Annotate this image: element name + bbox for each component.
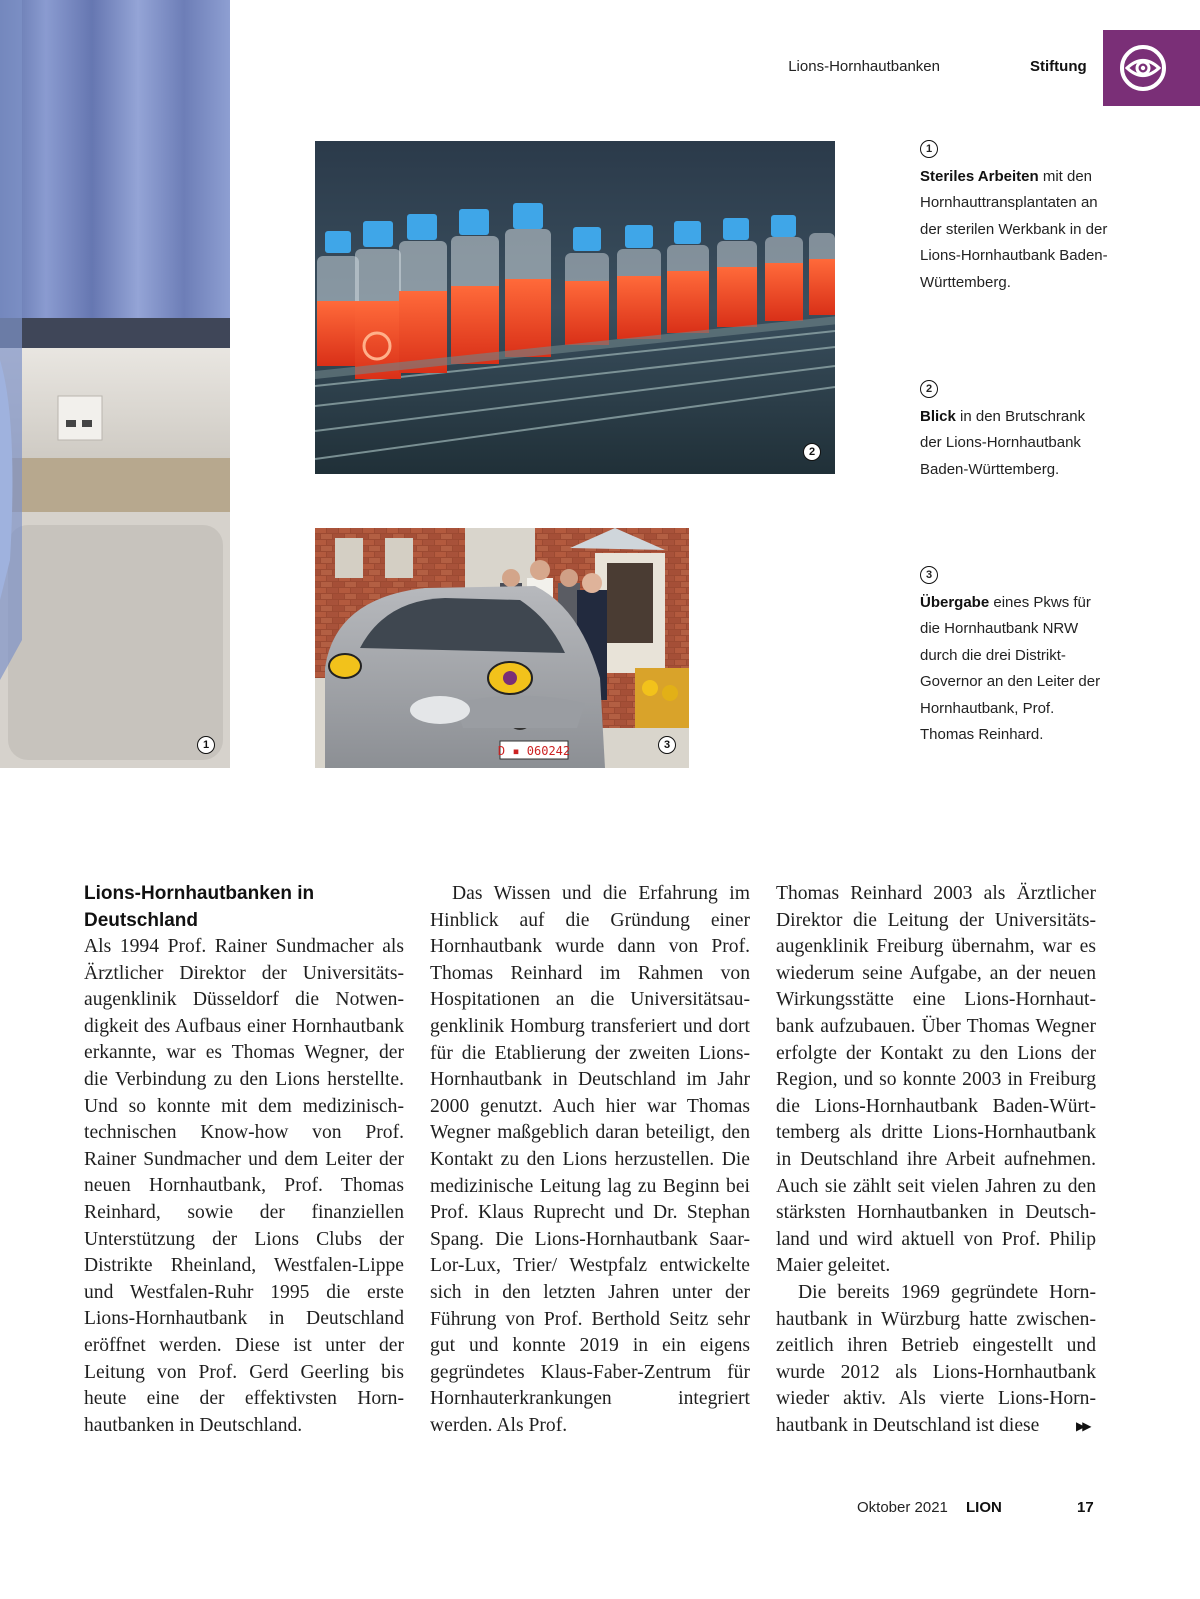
caption-1: [920, 137, 1110, 296]
caption-3: [920, 563, 1110, 749]
running-category-title: Stiftung: [1030, 58, 1087, 75]
photo-incubator-bottles: [315, 141, 835, 474]
caption-lead: Übergabe: [920, 593, 990, 611]
continue-arrow-icon: ▶▶: [1076, 1419, 1089, 1433]
paragraph: Die bereits 1969 gegründete Hornhautbank in Würzburg hatte zwischenzeitlich ihren Betrieb eingestellt und wurde 2012 als Lions-Hornhautbank wieder aktiv. Als vierte Lions-Hornhautbank in Deutschland ist diese: [776, 1281, 1096, 1436]
paragraph: Das Wissen und die Erfahrung im Hinblick auf die Gründung einer Hornhautbank wurde dann von Prof. Thomas Reinhard im Rahmen von Hospitationen an die Universitätsaugenklinik Homburg transferiert und dort für die Etablierung der zweiten Lions-Hornhautbank in Deutschland im Jahr 2000 genutzt. Auch hier war Thomas Wegner maßgeblich daran beteiligt, den Kontakt zu den Lions herzustellen. Die medizinische Leitung lag zu Beginn bei Prof. Klaus Ruprecht und Dr. Stephan Spang. Die Lions-Hornhautbank Saar-Lor-Lux, Trier/ Westpfalz entwickelte sich in den letzten Jahren unter der Führung von Prof. Berthold Seitz sehr gut und konnte 2019 in ein eigens gegründetes Klaus-Faber-Zentrum für Hornhauterkrankungen integriert werden. Als Prof.: [430, 883, 750, 1436]
paragraph: Als 1994 Prof. Rainer Sundmacher als Ärztlicher Direktor der Universitätsaugenklinik Düsseldorf die Notwendigkeit des Aufbaus einer Hornhautbank erkannte, war es Thomas Wegner, der die Verbindung zu den Lions herstellte. Und so konnte mit dem medizinisch-technischen Know-how von Prof. Rainer Sundmacher und dem Leiter der neuen Hornhautbank, Prof. Thomas Reinhard, sowie der finanziellen Unterstützung der Lions Clubs der Distrikte Rheinland, Westfalen-Lippe und Westfalen-Ruhr 1995 die erste Lions-Hornhautbank in Deutschland eröffnet werden. Diese ist unter der Leitung von Prof. Gerd Geerling bis heute eine der effektivsten Hornhautbanken in Deutschland.: [84, 936, 404, 1436]
caption-lead: Blick: [920, 407, 956, 425]
photo-sterile-workbench: [0, 0, 230, 768]
caption-text: in den Brutschrank der Lions-Hornhautbank Baden-Württemberg.: [920, 407, 1086, 478]
car-handover-illustration: [315, 528, 689, 768]
caption-lead: Steriles Arbeiten: [920, 167, 1039, 185]
caption-text: mit den Hornhauttransplantaten an der sterilen Werkbank in der Lions-Hornhautbank Baden-Württemberg.: [920, 167, 1108, 291]
article-column-1: [84, 934, 404, 1439]
incubator-bottles-illustration: [315, 141, 835, 474]
caption-text: eines Pkws für die Hornhautbank NRW durch die drei Distrikt-Governor an den Leiter der Hornhautbank, Prof. Thomas Reinhard.: [920, 593, 1101, 743]
eye-icon: [1118, 43, 1168, 93]
paragraph: Thomas Reinhard 2003 als Ärztlicher Direktor die Leitung der Universitätsaugenklinik Freiburg übernahm, war es wiederum seine Aufgabe, an der neuen Wirkungsstätte eine Lions-Hornhautbank aufzubauen. Über Thomas Wegner erfolgte der Kontakt zu den Lions der Region, und so konnte 2003 in Freiburg die Lions-Hornhautbank Baden-Württemberg als dritte Lions-Hornhautbank in Deutschland ihre Arbeit aufnehmen. Auch sie zählt seit vielen Jahren zu den stärksten Hornhautbanken in Deutschland und wird aktuell von Prof. Philip Maier geleitet.: [776, 883, 1096, 1277]
image-number-badge: 3: [658, 736, 676, 754]
article-column-2: [430, 881, 750, 1439]
image-number-badge: 2: [803, 443, 821, 461]
photo-car-handover: [315, 528, 689, 768]
page-number: 17: [1077, 1499, 1094, 1516]
footer-issue-date: Oktober 2021: [857, 1499, 948, 1516]
caption-number: 1: [920, 140, 938, 158]
article-column-3: [776, 881, 1096, 1439]
license-plate: D ▪ 060242: [497, 744, 571, 758]
caption-number: 2: [920, 380, 938, 398]
caption-2: [920, 377, 1110, 483]
category-badge: [1103, 30, 1200, 106]
image-number-badge: 1: [197, 736, 215, 754]
caption-number: 3: [920, 566, 938, 584]
article-headline: Lions-Hornhautbanken in Deutschland: [84, 883, 315, 931]
footer-magazine-name: LION: [966, 1499, 1002, 1516]
running-section-title: Lions-Hornhautbanken: [788, 58, 940, 75]
